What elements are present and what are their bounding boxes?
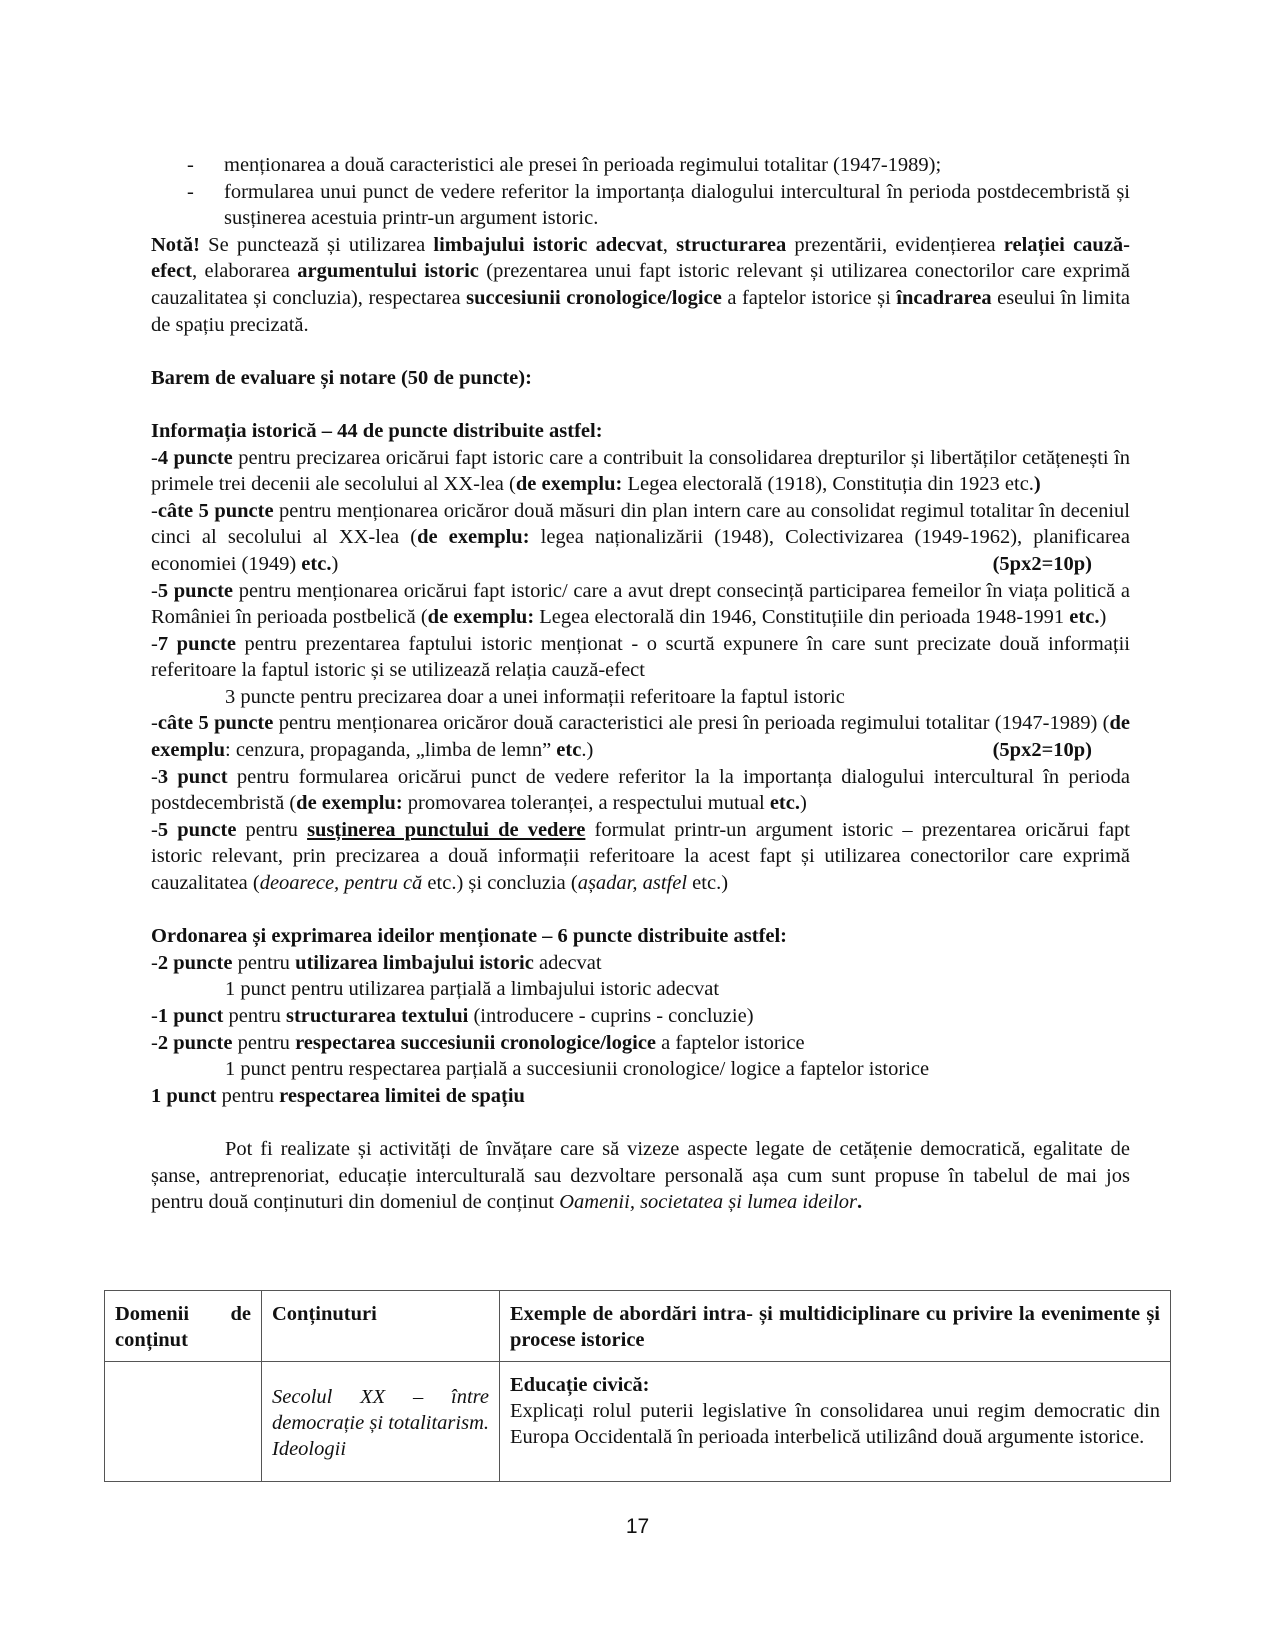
header-contents: Conținuturi (262, 1291, 500, 1362)
cell-example (500, 1362, 1171, 1482)
example-text: Explicați rolul puterii legislative în consolidarea unui regim democratic din Europa Occidentală în perioada interbelică utilizând două argumente istorice. (510, 1400, 1160, 1448)
table-header-row (105, 1291, 1171, 1362)
list-item-text: menționarea a două caracteristici ale presei în perioada regimului totalitar (1947-1989); (224, 154, 942, 176)
score-label: (5px2=10p) (992, 739, 1092, 762)
scoring-item: -1 punct pentru structurarea textului (introducere - cuprins - concluzie) (151, 1005, 754, 1027)
requirements-list (151, 152, 1130, 232)
score-label: (5px2=10p) (992, 552, 1092, 575)
list-item (151, 179, 1130, 232)
header-examples: Exemple de abordări intra- și multidiciplinare cu privire la evenimente și procese istorice (500, 1291, 1171, 1362)
cell-domain (105, 1362, 262, 1482)
list-item (151, 152, 1130, 179)
scoring-item: -câte 5 puncte pentru menționarea oricăror două măsuri din plan intern care au consolidat regimul totalitar în deceniul cinci al secolului al XX-lea (de exemplu: legea naționalizării (1948), Colectivizarea (1949-1962), planificarea economiei (1949) etc.) (5px2=10p) (151, 498, 1130, 578)
info-items-list (151, 445, 1130, 897)
scoring-item: -3 punct pentru formularea oricărui punct de vedere referitor la la importanța dialogului intercultural în perioda postdecembristă (de exemplu: promovarea toleranței, a respectului mutual etc.) (151, 765, 1130, 815)
scoring-item: -7 puncte pentru prezentarea faptului istoric menționat - o scurtă expunere în care sunt precizate două informații referitoare la faptul istoric și se utilizează relația cauză-efect (151, 632, 1130, 682)
order-items-list (151, 950, 1130, 1110)
document-page (151, 152, 1130, 1216)
header-domains: Domenii de conținut (105, 1291, 262, 1362)
curriculum-table (104, 1290, 1171, 1482)
bullet-dash: - (187, 154, 194, 176)
scoring-item: 3 puncte pentru precizarea doar a unei informații referitoare la faptul istoric (225, 685, 845, 708)
order-section-title: Ordonarea și exprimarea ideilor menționate – 6 puncte distribuite astfel: (151, 925, 788, 948)
scoring-item: 1 punct pentru respectarea limitei de spațiu (151, 1084, 525, 1107)
barem-title: Barem de evaluare și notare (50 de puncte): (151, 366, 532, 389)
scoring-item: -4 puncte pentru precizarea oricărui fapt istoric care a contribuit la consolidarea drepturilor și libertăților cetățenești în primele trei decenii ale secolului al XX-lea (de exemplu: Legea electorală (1918), Constituția din 1923 etc.) (151, 446, 1131, 496)
table-row (105, 1362, 1171, 1482)
scoring-item: -5 puncte pentru menționarea oricărui fapt istoric/ care a avut drept consecință participarea femeilor în viața politică a României în perioada postbelică (de exemplu: Legea electorală din 1946, Constituțiile din perioada 1948-1991 etc.) (151, 579, 1130, 629)
page-number: 17 (625, 1515, 650, 1538)
cell-content: Secolul XX – între democrație și totalitarism. Ideologii (262, 1362, 500, 1482)
scoring-item: -2 puncte pentru respectarea succesiunii cronologice/logice a faptelor istorice (151, 1031, 805, 1054)
closing-paragraph: Pot fi realizate și activități de învățare care să vizeze aspecte legate de cetățenie democratică, egalitate de șanse, antreprenoriat, educație interculturală sau dezvoltare personală așa cum sunt propuse în tabelul de mai jos pentru două conținuturi din domeniul de conținut Oamenii, societatea și lumea ideilor. (151, 1137, 1130, 1214)
bullet-dash: - (187, 180, 194, 203)
scoring-item: -câte 5 puncte pentru menționarea oricăror două caracteristici ale presi în perioada regimului totalitar (1947-1989) (de exemplu: cenzura, propaganda, „limba de lemn” etc.) (5px2=10p) (151, 710, 1130, 763)
example-title: Educație civică: (510, 1374, 650, 1396)
note-paragraph: Notă! Se punctează și utilizarea limbajului istoric adecvat, structurarea prezentării, evidențierea relației cauză-efect, elaborarea argumentului istoric (prezentarea unui fapt istoric relevant și utilizarea conectorilor care exprimă cauzalitatea și concluzia), respectarea succesiunii cronologice/logice a faptelor istorice și încadrarea eseului în limita de spațiu precizată. (151, 233, 1131, 336)
scoring-item: -2 puncte pentru utilizarea limbajului istoric adecvat (151, 951, 602, 974)
scoring-item: 1 punct pentru utilizarea parțială a limbajului istoric adecvat (225, 978, 720, 1001)
scoring-item: -5 puncte pentru susținerea punctului de vedere formulat printr-un argument istoric – prezentarea oricărui fapt istoric relevant, prin precizarea a două informații referitoare la acest fapt și utilizarea conectorilor care exprimă cauzalitatea (deoarece, pentru că etc.) și concluzia (așadar, astfel etc.) (151, 818, 1131, 895)
list-item-text: formularea unui punct de vedere referitor la importanța dialogului intercultural în perioda postdecembristă și susținerea acestuia printr-un argument istoric. (224, 180, 1130, 230)
scoring-item: 1 punct pentru respectarea parțială a succesiunii cronologice/ logice a faptelor istorice (225, 1058, 930, 1081)
info-section-title: Informația istorică – 44 de puncte distribuite astfel: (151, 419, 603, 442)
